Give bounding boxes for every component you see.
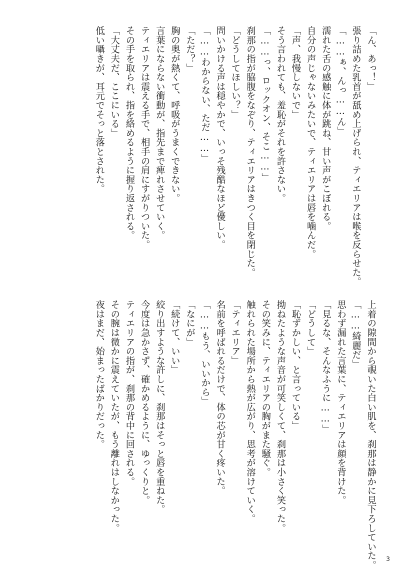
text-column: 「見るな、そんなふうに……」 (319, 300, 331, 434)
text-column: 上着の隙間から覗いた白い肌を、刹那は静かに見下ろしていた。 (365, 300, 376, 570)
text-column: 「恥ずかしい、と言っている」 (289, 300, 301, 431)
text-column: 「……ぁ、んっ……ん」 (334, 26, 346, 136)
text-column: その腕は微かに震えていたが、もう離れはしなかった。 (108, 300, 120, 533)
text-column: その手を取られ、指を絡めるように握り返される。 (123, 26, 135, 240)
text-column: ティエリアの指が、刹那の背中に回される。 (123, 300, 135, 486)
text-column: 「ん、あっ！」 (365, 26, 376, 92)
text-column: 思わず漏れた言葉に、ティエリアは顔を背けた。 (334, 300, 346, 505)
text-column: 自分の声じゃないみたいで、ティエリアは唇を噛んだ。 (304, 26, 316, 259)
text-column: 問いかける声は穏やかで、いっそ残酷なほど優しい。 (214, 26, 226, 250)
text-column: 濡れた舌の感触に体が跳ね、甘い声がこぼれる。 (319, 26, 331, 231)
text-column: 今度は急かさず、確かめるように、ゆっくりと。 (138, 300, 150, 505)
text-column: 絞り出すような許しに、刹那はそっと唇を重ねた。 (153, 300, 165, 514)
lower-text-block (91, 300, 378, 570)
text-column: ティエリアは震える手で、相手の肩にすがりついた。 (138, 26, 150, 250)
text-column: 「どうしてほしい？」 (229, 26, 241, 119)
upper-text-block (91, 26, 378, 294)
text-column: 「ただ？」 (183, 26, 195, 73)
text-column: 低い囁きが、耳元でそっと落とされた。 (93, 26, 105, 194)
text-column: 触れられた場所から熱が広がり、思考が溶けていく。 (244, 300, 256, 524)
text-column: 「……わからない、ただ……」 (198, 26, 210, 164)
text-column: 拗ねたような声音が可笑しくて、刹那は小さく笑った。 (274, 300, 286, 533)
text-column: 刹那の指が脇腹をなぞり、ティエリアはきつく目を閉じた。 (244, 26, 256, 278)
text-column: 言葉にならない衝動が、指先まで痺れさせていく。 (153, 26, 165, 240)
text-column: 「声、我慢しないで」 (289, 26, 301, 119)
text-column: 張り詰めた乳首が舐め上げられ、ティエリアは喉を反らせた。 (349, 26, 361, 287)
text-column: 名前を呼ばれるだけで、体の芯が甘く疼いた。 (214, 300, 226, 496)
text-column: 胸の奥が熱くて、呼吸がうまくできない。 (168, 26, 180, 203)
text-column: 「なにが」 (183, 300, 195, 347)
text-column: 「……っ、ロックオン、そこ……」 (259, 26, 271, 182)
text-column: 夜はまだ、始まったばかりだった。 (93, 300, 105, 449)
text-column: 「……もう、いいから」 (198, 300, 210, 406)
text-column: 「続けて、いい」 (168, 300, 180, 375)
text-column: 「どうして」 (304, 300, 316, 356)
text-column: 「……綺麗だ」 (349, 300, 361, 369)
text-column: 「ティエリア」 (229, 300, 241, 366)
text-column: そう言われても、羞恥がそれを許さない。 (274, 26, 286, 203)
text-column: 「大丈夫だ、ここにいる」 (108, 26, 120, 138)
text-column: その笑みに、ティエリアの胸がまた騒ぐ。 (259, 300, 271, 477)
page-number: 3 (386, 556, 390, 563)
